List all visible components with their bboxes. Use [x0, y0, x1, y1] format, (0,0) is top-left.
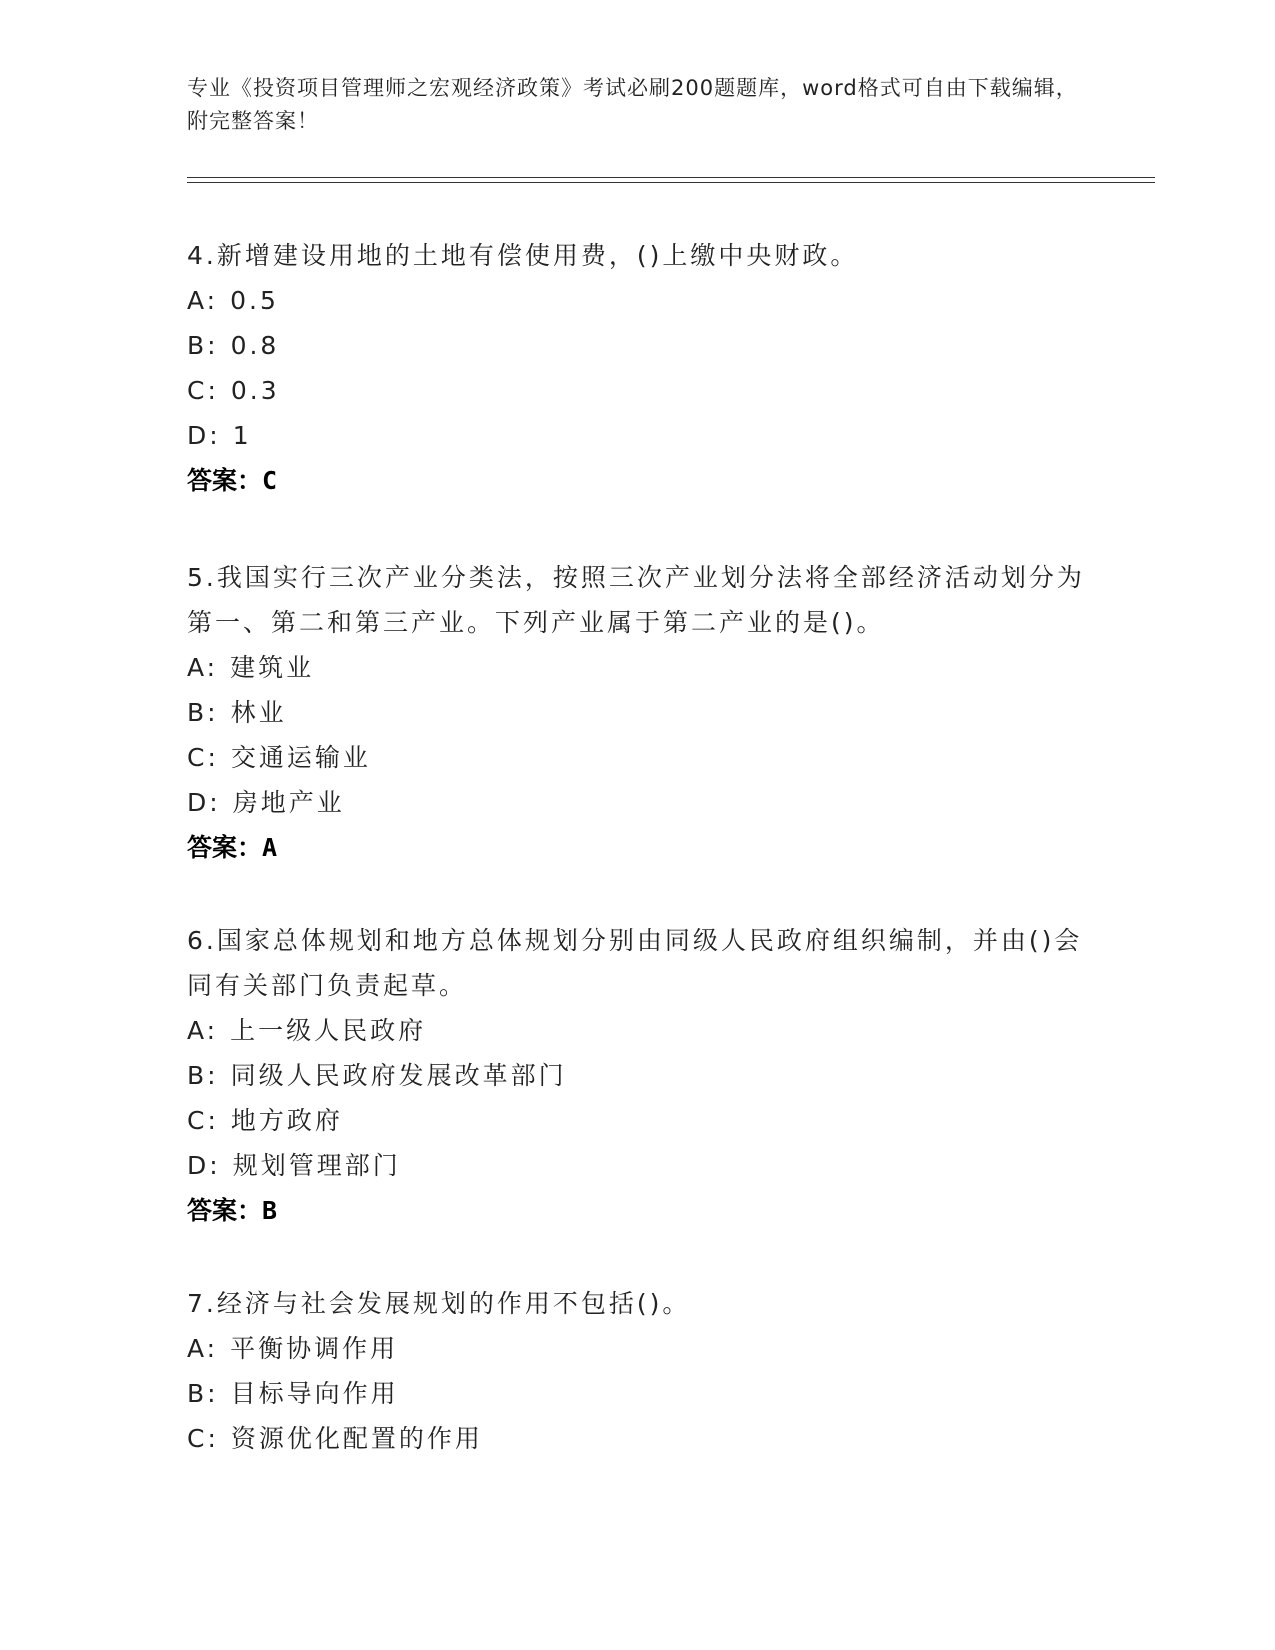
option-d	[187, 780, 1087, 825]
option-a	[187, 645, 1087, 690]
question-6	[187, 918, 1087, 1233]
option-key: D:	[187, 1151, 221, 1180]
option-text: 0.5	[230, 286, 279, 315]
option-c	[187, 1098, 1087, 1143]
option-key: B:	[187, 698, 219, 727]
option-text: 林业	[230, 698, 287, 727]
answer-line	[187, 825, 1087, 870]
option-b	[187, 690, 1087, 735]
option-c	[187, 368, 1087, 413]
question-5	[187, 555, 1087, 870]
option-text: 地方政府	[230, 1106, 343, 1135]
answer-label: 答案：	[187, 1196, 263, 1225]
answer-value: B	[262, 1196, 278, 1225]
answer-label: 答案：	[187, 833, 263, 862]
option-key: B:	[187, 1061, 219, 1090]
option-text: 目标导向作用	[230, 1379, 399, 1408]
answer-line	[187, 458, 1087, 503]
question-stem: 7.经济与社会发展规划的作用不包括()。	[187, 1289, 691, 1318]
option-key: A:	[187, 653, 219, 682]
option-key: B:	[187, 331, 219, 360]
question-stem: 4.新增建设用地的土地有偿使用费，()上缴中央财政。	[187, 241, 859, 270]
option-text: 0.8	[230, 331, 280, 360]
option-a	[187, 278, 1087, 323]
option-text: 交通运输业	[230, 743, 371, 772]
question-4	[187, 233, 1087, 503]
option-key: C:	[187, 376, 219, 405]
option-a	[187, 1008, 1087, 1053]
option-text: 建筑业	[230, 653, 315, 682]
option-text: 规划管理部门	[232, 1151, 401, 1180]
option-key: A:	[187, 1334, 219, 1363]
header-divider-top	[187, 177, 1155, 178]
answer-label: 答案：	[187, 466, 263, 495]
question-7	[187, 1281, 1087, 1461]
question-stem: 6.国家总体规划和地方总体规划分别由同级人民政府组织编制，并由()会同有关部门负责起草。	[187, 926, 1083, 1000]
option-text: 平衡协调作用	[230, 1334, 399, 1363]
option-key: A:	[187, 286, 219, 315]
option-key: A:	[187, 1016, 219, 1045]
option-b	[187, 323, 1087, 368]
option-d	[187, 1143, 1087, 1188]
answer-line	[187, 1188, 1087, 1233]
option-key: B:	[187, 1379, 219, 1408]
option-c	[187, 1416, 1087, 1461]
option-text: 0.3	[230, 376, 280, 405]
option-text: 资源优化配置的作用	[230, 1424, 483, 1453]
option-text: 1	[232, 421, 252, 450]
option-key: C:	[187, 1424, 219, 1453]
option-text: 房地产业	[232, 788, 345, 817]
option-c	[187, 735, 1087, 780]
header-divider-bottom	[187, 182, 1155, 183]
option-key: C:	[187, 743, 219, 772]
answer-value: A	[262, 833, 278, 862]
question-stem: 5.我国实行三次产业分类法，按照三次产业划分法将全部经济活动划分为第一、第二和第三产业。下列产业属于第二产业的是()。	[187, 563, 1085, 637]
option-key: D:	[187, 421, 221, 450]
answer-value: C	[262, 466, 278, 495]
option-d	[187, 413, 1087, 458]
option-text: 上一级人民政府	[230, 1016, 427, 1045]
option-b	[187, 1053, 1087, 1098]
option-key: D:	[187, 788, 221, 817]
option-text: 同级人民政府发展改革部门	[230, 1061, 567, 1090]
option-a	[187, 1326, 1087, 1371]
option-b	[187, 1371, 1087, 1416]
option-key: C:	[187, 1106, 219, 1135]
document-header-text: 专业《投资项目管理师之宏观经济政策》考试必刷200题题库，word格式可自由下载编辑，附完整答案！	[187, 76, 1078, 133]
